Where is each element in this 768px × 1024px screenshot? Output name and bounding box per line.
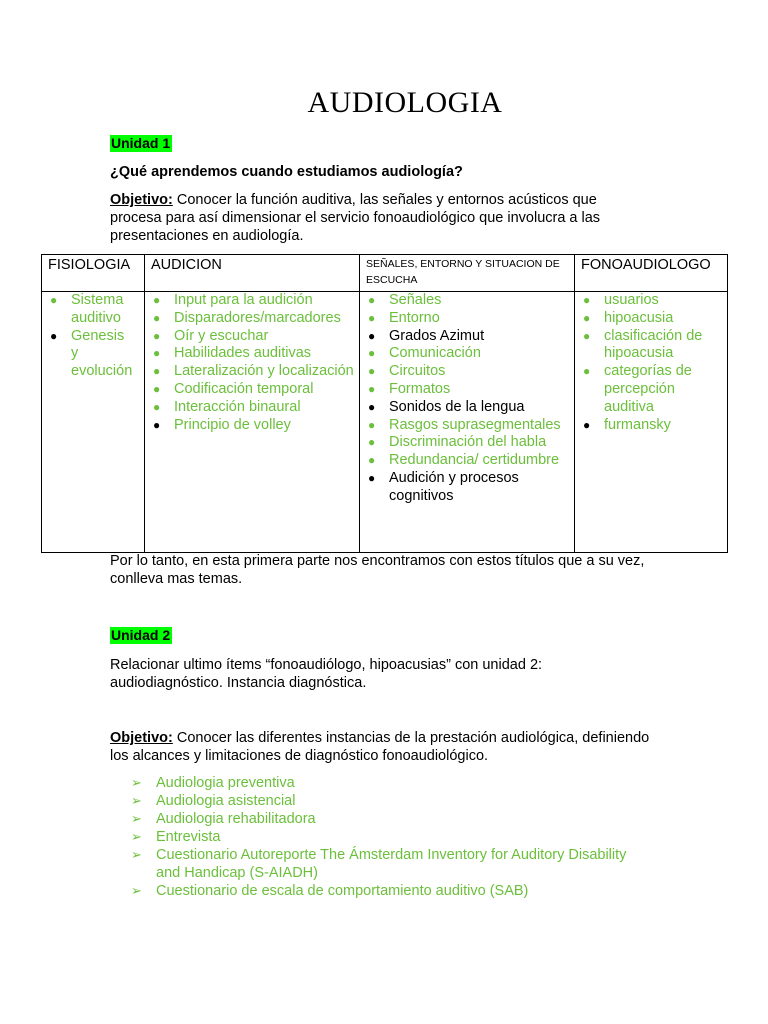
list-item (145, 417, 359, 435)
list-item (575, 292, 727, 310)
list-item-text: Audiologia preventiva (156, 775, 295, 791)
bullet-dot-icon: ● (368, 346, 376, 361)
list-item (145, 345, 359, 363)
column-senales (360, 292, 575, 553)
list-item (360, 292, 574, 310)
bullet-list (145, 292, 359, 434)
list-item-text: Cuestionario de escala de comportamiento auditivo (SAB) (156, 883, 529, 899)
list-item-text: Lateralización y localización (174, 363, 354, 380)
list-item (131, 828, 631, 846)
list-item-text: furmansky (604, 416, 671, 433)
list-item-text: Cuestionario Autoreporte The Ámsterdam Inventory for Auditory Disability and Handicap (S-AIADH) (156, 847, 627, 881)
list-item-text: Genesis y evolución (71, 327, 133, 380)
bullet-dot-icon: ● (368, 417, 376, 432)
list-item-text: Codificación temporal (174, 380, 314, 397)
bullet-dot-icon: ● (153, 328, 161, 343)
unit-1-question: ¿Qué aprendemos cuando estudiamos audiología? (110, 164, 463, 180)
unit-2-relation: Relacionar ultimo ítems “fonoaudiólogo, hipoacusias” con unidad 2: audiodiagnóstico. Instancia diagnóstica. (110, 657, 543, 691)
list-item-text: Interacción binaural (174, 398, 301, 415)
list-item-text: Entorno (389, 309, 440, 326)
list-item (145, 399, 359, 417)
bullet-list (575, 292, 727, 434)
list-item-text: Audiologia asistencial (156, 793, 296, 809)
bullet-list (42, 292, 133, 381)
bullet-dot-icon: ● (153, 346, 161, 361)
bullet-dot-icon: ● (368, 364, 376, 379)
list-item-text: Habilidades auditivas (174, 345, 312, 362)
header-fonoaudiologo: FONOAUDIOLOGO (575, 255, 728, 292)
unit-2-objective (110, 729, 650, 765)
unit-1-objective (110, 191, 650, 245)
list-item (360, 417, 574, 435)
bullet-dot-icon: ● (50, 293, 58, 307)
unit-1-conclusion: Por lo tanto, en esta primera parte nos encontramos con estos títulos que a su vez, conlleva mas temas. (110, 553, 645, 587)
bullet-dot-icon: ● (368, 310, 376, 325)
list-item-text: Disparadores/marcadores (174, 309, 341, 326)
arrow-bullet-icon: ➢ (131, 829, 142, 844)
list-item-text: Comunicación (389, 345, 481, 362)
objective-label: Objetivo: (110, 730, 173, 746)
bullet-dot-icon: ● (153, 381, 161, 396)
list-item (360, 310, 574, 328)
list-item-text: Sistema auditivo (71, 292, 124, 326)
list-item (575, 363, 727, 416)
list-item (145, 310, 359, 328)
column-fisiologia (42, 292, 145, 553)
list-item-text: categorías de percepción auditiva (604, 363, 692, 415)
objective-text: Conocer las diferentes instancias de la prestación audiológica, definiendo los alcances y limitaciones de diagnóstico fonoaudiológico. (110, 730, 650, 764)
bullet-dot-icon: ● (368, 435, 376, 450)
page-title: AUDIOLOGIA (307, 86, 503, 119)
bullet-dot-icon: ● (368, 470, 376, 485)
bullet-dot-icon: ● (368, 453, 376, 468)
arrow-bullet-icon: ➢ (131, 775, 142, 790)
list-item (131, 792, 631, 810)
bullet-list (360, 292, 574, 506)
list-item-text: Circuitos (389, 363, 446, 380)
list-item-text: Oír y escuchar (174, 327, 269, 344)
table-body-row (42, 292, 728, 553)
list-item-text: Audición y procesos cognitivos (389, 469, 519, 504)
header-senales: SEÑALES, ENTORNO Y SITUACION DE ESCUCHA (360, 255, 575, 292)
bullet-dot-icon: ● (368, 328, 376, 343)
list-item (145, 292, 359, 310)
list-item-text: Discriminación del habla (389, 434, 547, 451)
list-item (575, 310, 727, 328)
list-item-text: Input para la audición (174, 292, 313, 308)
arrow-bullet-icon: ➢ (131, 847, 142, 862)
unit-2-item-list (131, 774, 631, 900)
table-header-row (42, 255, 728, 292)
arrow-bullet-icon: ➢ (131, 793, 142, 808)
list-item (145, 363, 359, 381)
bullet-dot-icon: ● (153, 417, 161, 432)
list-item (360, 470, 574, 506)
list-item (360, 328, 574, 346)
objective-text: Conocer la función auditiva, las señales y entornos acústicos que procesa para así dimensionar el servicio fonoaudiológico que involucra a las presentaciones en audiología. (110, 192, 601, 244)
list-item-text: usuarios (604, 292, 659, 308)
list-item-text: Redundancia/ certidumbre (389, 452, 560, 469)
list-item (360, 452, 574, 470)
header-fisiologia: FISIOLOGIA (42, 255, 145, 292)
list-item-text: Sonidos de la lengua (389, 398, 525, 415)
bullet-dot-icon: ● (50, 328, 58, 343)
bullet-dot-icon: ● (368, 399, 376, 414)
arrow-bullet-icon: ➢ (131, 883, 142, 898)
bullet-dot-icon: ● (153, 364, 161, 379)
list-item (575, 328, 727, 364)
bullet-dot-icon: ● (153, 293, 161, 307)
list-item-text: Señales (389, 292, 442, 308)
bullet-dot-icon: ● (583, 364, 591, 379)
list-item (42, 292, 130, 328)
list-item (131, 774, 631, 792)
bullet-dot-icon: ● (583, 310, 591, 325)
list-item (360, 345, 574, 363)
column-audicion (145, 292, 360, 553)
list-item-text: Audiologia rehabilitadora (156, 811, 316, 827)
list-item (131, 810, 631, 828)
bullet-dot-icon: ● (368, 381, 376, 396)
bullet-dot-icon: ● (368, 293, 376, 307)
bullet-dot-icon: ● (583, 293, 591, 307)
unit-1-tag: Unidad 1 (111, 135, 171, 151)
list-item-text: hipoacusia (604, 309, 674, 326)
objective-label: Objetivo: (110, 192, 173, 208)
bullet-dot-icon: ● (153, 399, 161, 414)
unit-1-table (41, 254, 728, 553)
list-item-text: Rasgos suprasegmentales (389, 416, 561, 433)
header-audicion: AUDICION (145, 255, 360, 292)
list-item (145, 381, 359, 399)
unit-2-tag: Unidad 2 (111, 627, 171, 643)
list-item-text: clasificación de hipoacusia (604, 327, 703, 362)
list-item (145, 328, 359, 346)
list-item (360, 381, 574, 399)
list-item (42, 327, 133, 381)
bullet-dot-icon: ● (153, 310, 161, 325)
list-item (131, 882, 631, 900)
list-item (360, 363, 574, 381)
bullet-dot-icon: ● (583, 328, 591, 343)
list-item-text: Grados Azimut (389, 327, 485, 344)
arrow-bullet-icon: ➢ (131, 811, 142, 826)
list-item (360, 434, 574, 452)
column-fonoaudiologo (575, 292, 728, 553)
list-item-text: Principio de volley (174, 416, 291, 433)
list-item (131, 846, 631, 882)
list-item-text: Entrevista (156, 829, 221, 845)
list-item-text: Formatos (389, 380, 451, 397)
list-item (575, 417, 727, 435)
bullet-dot-icon: ● (583, 417, 591, 432)
list-item (360, 399, 574, 417)
